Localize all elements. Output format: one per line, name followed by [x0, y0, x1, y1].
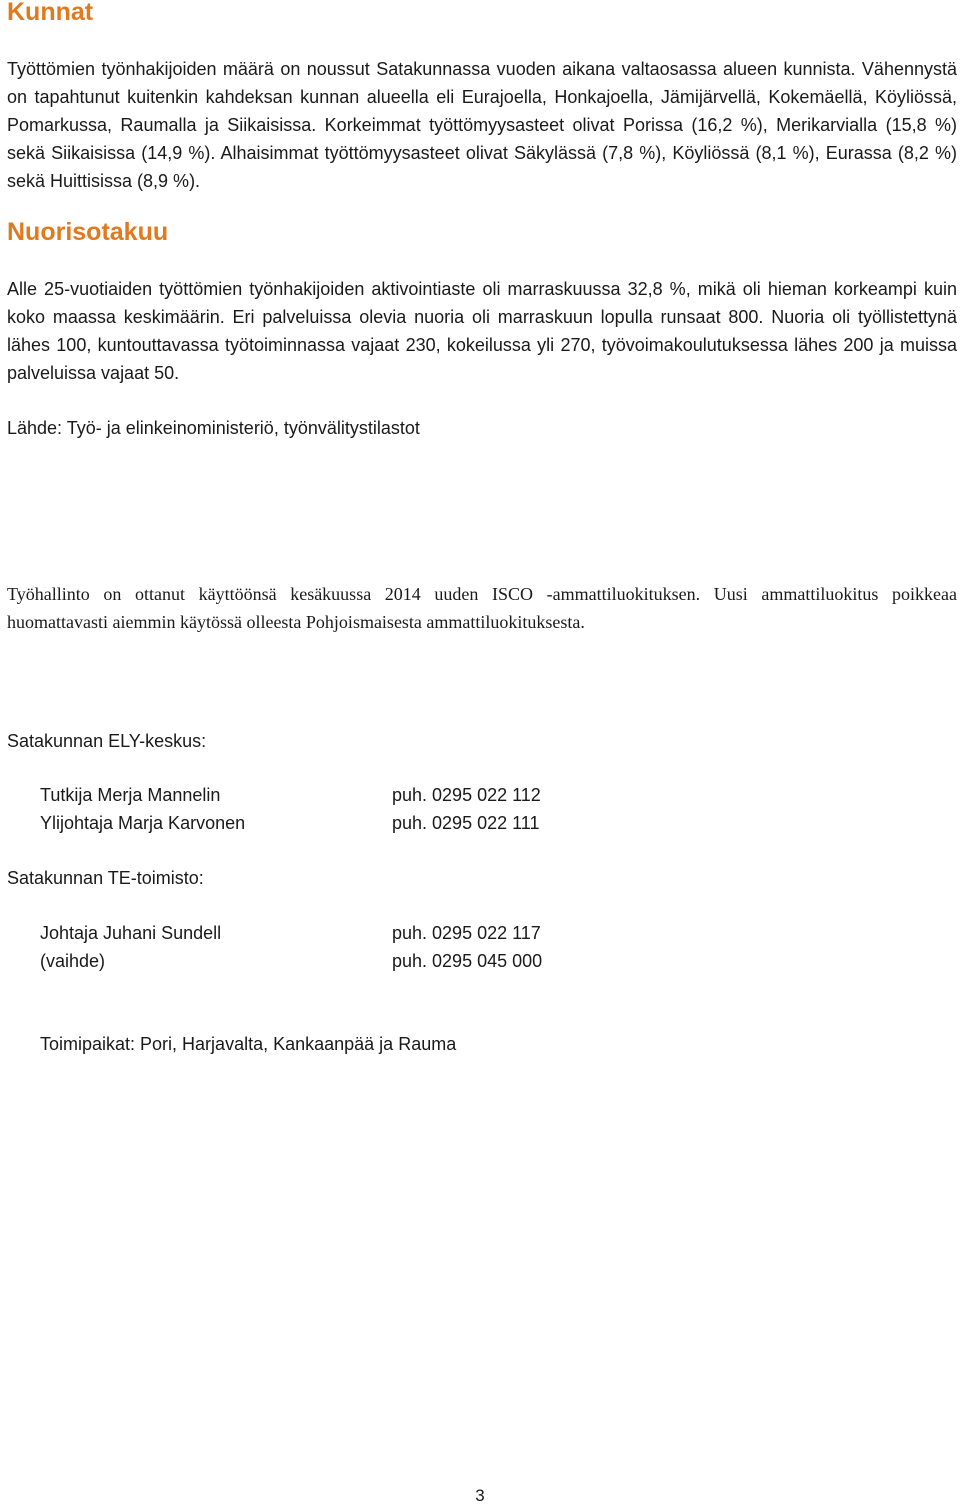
contact-phone: puh. 0295 022 111 [392, 813, 540, 833]
contact-name: Ylijohtaja Marja Karvonen [40, 813, 246, 833]
page-number: 3 [475, 1486, 485, 1505]
contact-name: Johtaja Juhani Sundell [40, 923, 222, 943]
contact-phone: puh. 0295 045 000 [392, 951, 543, 971]
isco-note: Työhallinto on ottanut käyttöönsä kesäkuussa 2014 uuden ISCO -ammattiluokituksen. Uusi ammattiluokitus poikkeaa huomattavasti aiemmin käytössä olleesta Pohjoismaisesta ammattiluokituksesta. [7, 584, 957, 632]
contact-title-ely: Satakunnan ELY-keskus: [7, 731, 207, 751]
section-heading-nuorisotakuu: Nuorisotakuu [7, 218, 169, 246]
contact-phone: puh. 0295 022 117 [392, 923, 541, 943]
source-note: Lähde: Työ- ja elinkeinoministeriö, työnvälitystilastot [7, 418, 420, 438]
contact-name: (vaihde) [40, 951, 106, 971]
paragraph-nuorisotakuu: Alle 25-vuotiaiden työttömien työnhakijoiden aktivointiaste oli marraskuussa 32,8 %, mikä oli hieman korkeampi kuin koko maassa keskimäärin. Eri palveluissa olevia nuoria oli marraskuun lopulla runsaat 800. Nuoria oli työllistettynä lähes 100, kuntouttavassa työtoiminnassa vajaat 230, kokeilussa yli 270, työvoimakoulutuksessa lähes 200 ja muissa palveluissa vajaat 50. [7, 279, 957, 383]
paragraph-kunnat: Työttömien työnhakijoiden määrä on noussut Satakunnassa vuoden aikana valtaosassa alueen kunnista. Vähennystä on tapahtunut kuitenkin kahdeksan kunnan alueella eli Eurajoella, Honkajoella, Jämijärvellä, Kokemäellä, Köyliössä, Pomarkussa, Raumalla ja Siikaisissa. Korkeimmat työttömyysasteet olivat Porissa (16,2 %), Merikarvialla (15,8 %) sekä Siikaisissa (14,9 %). Alhaisimmat työttömyysasteet olivat Säkylässä (7,8 %), Köyliössä (8,1 %), Eurassa (8,2 %) sekä Huittisissa (8,9 %). [7, 59, 957, 191]
contact-title-te: Satakunnan TE-toimisto: [7, 868, 204, 888]
contact-name: Tutkija Merja Mannelin [40, 785, 221, 805]
section-heading-kunnat: Kunnat [7, 0, 94, 26]
office-locations: Toimipaikat: Pori, Harjavalta, Kankaanpää ja Rauma [40, 1034, 457, 1054]
contact-phone: puh. 0295 022 112 [392, 785, 541, 805]
